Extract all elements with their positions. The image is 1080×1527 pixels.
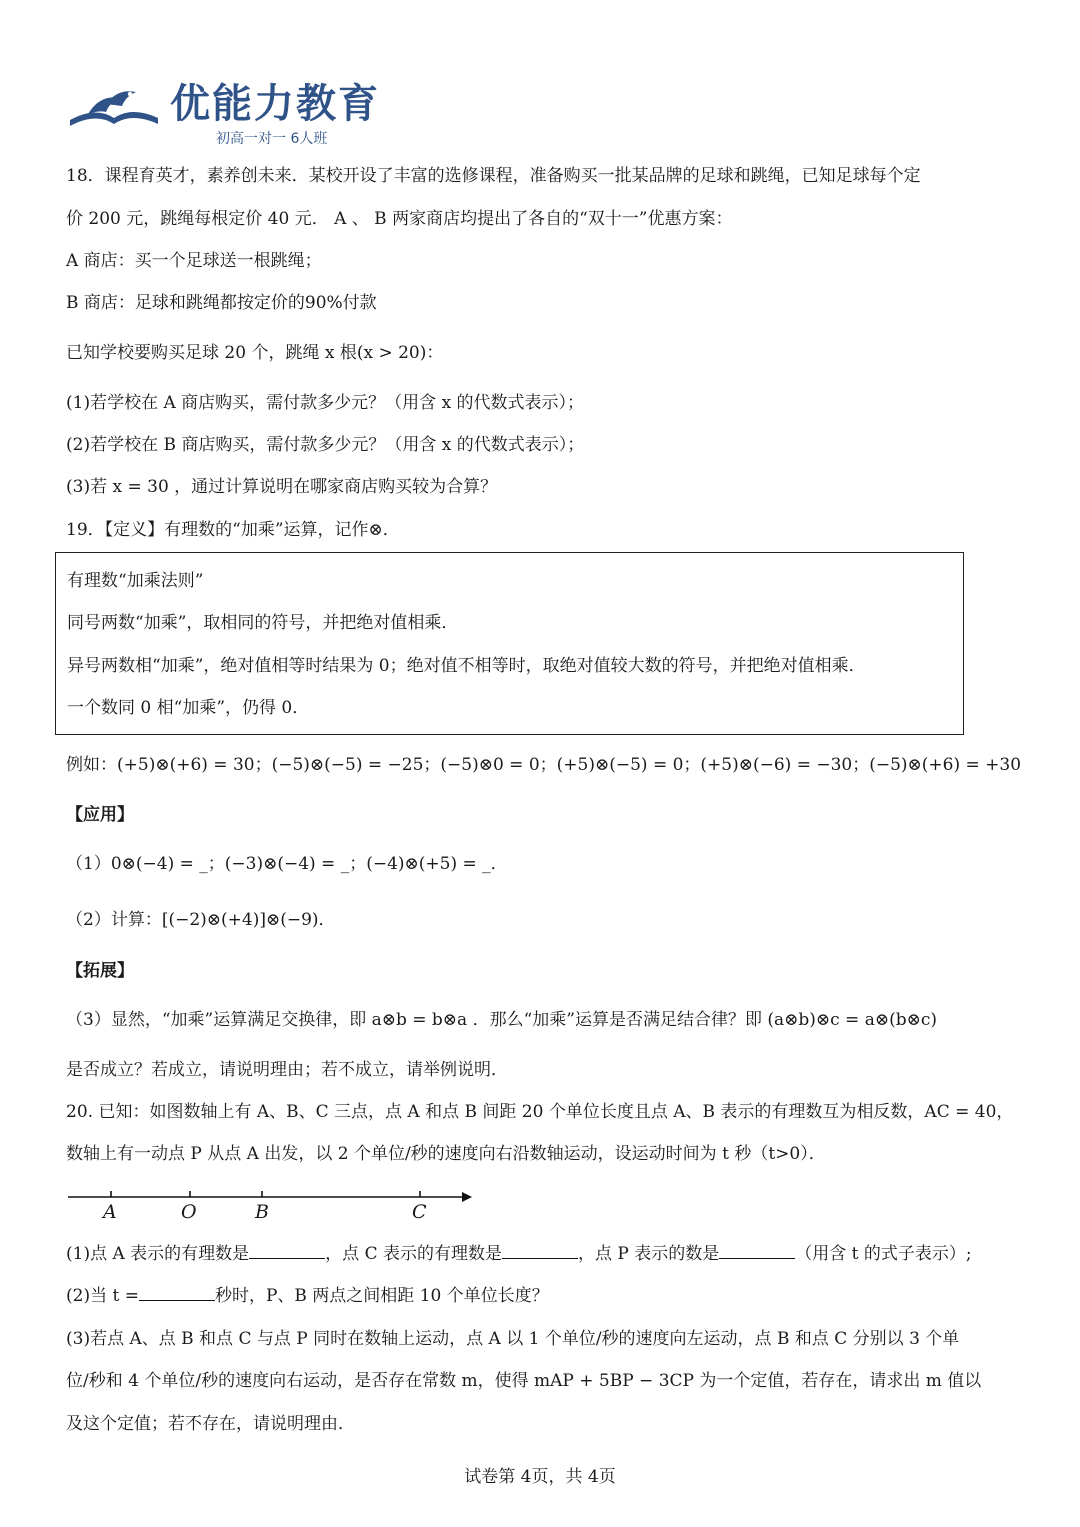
- q18-condition: 已知学校要购买足球 20 个，跳绳 x 根(x > 20)：: [66, 343, 444, 363]
- q19-extend-2: 是否成立？若成立，请说明理由；若不成立，请举例说明．: [66, 1060, 508, 1080]
- page-footer: 试卷第 4页，共 4页: [464, 1467, 616, 1487]
- q18-shop-a: A 商店：买一个足球送一根跳绳；: [66, 251, 322, 271]
- answer-blank-c[interactable]: [502, 1242, 578, 1259]
- q20-part-3-line-3: 及这个定值；若不存在，请说明理由．: [66, 1414, 355, 1434]
- rules-title: 有理数“加乘法则”: [67, 571, 204, 591]
- q20-line-2: 数轴上有一动点 P 从点 A 出发，以 2 个单位/秒的速度向右沿数轴运动，设运动时间为 t 秒（t>0）．: [66, 1144, 826, 1164]
- q18-line-1: 18．课程育英才，素养创未来．某校开设了丰富的选修课程，准备购买一批某品牌的足球和跳绳，已知足球每个定: [66, 166, 921, 186]
- answer-blank-p[interactable]: [719, 1242, 795, 1259]
- rule-zero: 一个数同 0 相“加乘”，仍得 0．: [67, 698, 310, 718]
- axis-label-c: C: [412, 1201, 427, 1223]
- q20-part-1-b: ，点 C 表示的有理数是: [325, 1244, 502, 1264]
- q18-part-1: (1)若学校在 A 商店购买，需付款多少元？（用含 x 的代数式表示）；: [66, 393, 585, 413]
- answer-blank-a[interactable]: [249, 1242, 325, 1259]
- q18-shop-b: B 商店：足球和跳绳都按定价的90%付款: [66, 293, 377, 313]
- q19-apply-2: （2）计算：[(−2)⊗(+4)]⊗(−9)．: [66, 910, 336, 930]
- logo-subtitle: 初高一对一 6人班: [216, 131, 328, 147]
- q20-part-3-line-1: (3)若点 A、点 B 和点 C 与点 P 同时在数轴上运动，点 A 以 1 个单位/秒的速度向左运动，点 B 和点 C 分别以 3 个单: [66, 1329, 960, 1349]
- q20-part-1-d: （用含 t 的式子表示）;: [795, 1244, 972, 1264]
- q18-line-2: 价 200 元，跳绳每根定价 40 元． A 、 B 两家商店均提出了各自的“双十一”优惠方案：: [66, 209, 733, 229]
- q19-apply-1: （1）0⊗(−4) = _；(−3)⊗(−4) = _；(−4)⊗(+5) = _．: [66, 854, 508, 874]
- rules-box: [55, 552, 964, 735]
- q19-apply-heading: 【应用】: [66, 805, 134, 825]
- axis-label-b: B: [255, 1201, 269, 1223]
- q19-extend-1: （3）显然，“加乘”运算满足交换律，即 a⊗b = b⊗a ．那么“加乘”运算是否满足结合律？即 (a⊗b)⊗c = a⊗(b⊗c): [66, 1010, 937, 1030]
- rule-opposite-sign: 异号两数相“加乘”，绝对值相等时结果为 0；绝对值不相等时，取绝对值较大数的符号，并把绝对值相乘．: [67, 656, 866, 676]
- q20-part-2-b: 秒时，P、B 两点之间相距 10 个单位长度？: [214, 1286, 549, 1306]
- logo: [66, 80, 406, 150]
- q20-part-3-line-2: 位/秒和 4 个单位/秒的速度向右运动，是否存在常数 m，使得 mAP + 5BP − 3CP 为一个定值，若存在，请求出 m 值以: [66, 1371, 982, 1391]
- q18-part-2: (2)若学校在 B 商店购买，需付款多少元？（用含 x 的代数式表示）；: [66, 435, 585, 455]
- number-line: [66, 1183, 476, 1228]
- q18-part-3: (3)若 x = 30 ，通过计算说明在哪家商店购买较为合算？: [66, 477, 498, 497]
- q20-part-1-a: (1)点 A 表示的有理数是: [66, 1244, 250, 1264]
- logo-title: 优能力教育: [170, 81, 380, 127]
- q20-part-1: [66, 1242, 972, 1266]
- axis-label-a: A: [103, 1201, 117, 1223]
- number-line-axis: [66, 1183, 476, 1203]
- axis-label-o: O: [181, 1201, 197, 1223]
- book-bird-icon: [66, 84, 162, 132]
- rule-same-sign: 同号两数“加乘”，取相同的符号，并把绝对值相乘．: [67, 613, 459, 633]
- q20-part-2-a: (2)当 t =: [66, 1286, 139, 1306]
- answer-blank-t[interactable]: [139, 1284, 215, 1301]
- q20-line-1: 20. 已知：如图数轴上有 A、B、C 三点，点 A 和点 B 间距 20 个单位长度且点 A、B 表示的有理数互为相反数，AC = 40，: [66, 1102, 1014, 1122]
- q19-extend-heading: 【拓展】: [66, 961, 134, 981]
- q20-part-2: [66, 1284, 549, 1308]
- q19-examples: 例如：(+5)⊗(+6) = 30；(−5)⊗(−5) = −25；(−5)⊗0 = 0；(+5)⊗(−5) = 0；(+5)⊗(−6) = −30；(−5)⊗(+6) = +30: [66, 755, 1022, 775]
- q19-definition: 19．【定义】有理数的“加乘”运算，记作⊗．: [66, 520, 400, 540]
- q20-part-1-c: ，点 P 表示的数是: [578, 1244, 720, 1264]
